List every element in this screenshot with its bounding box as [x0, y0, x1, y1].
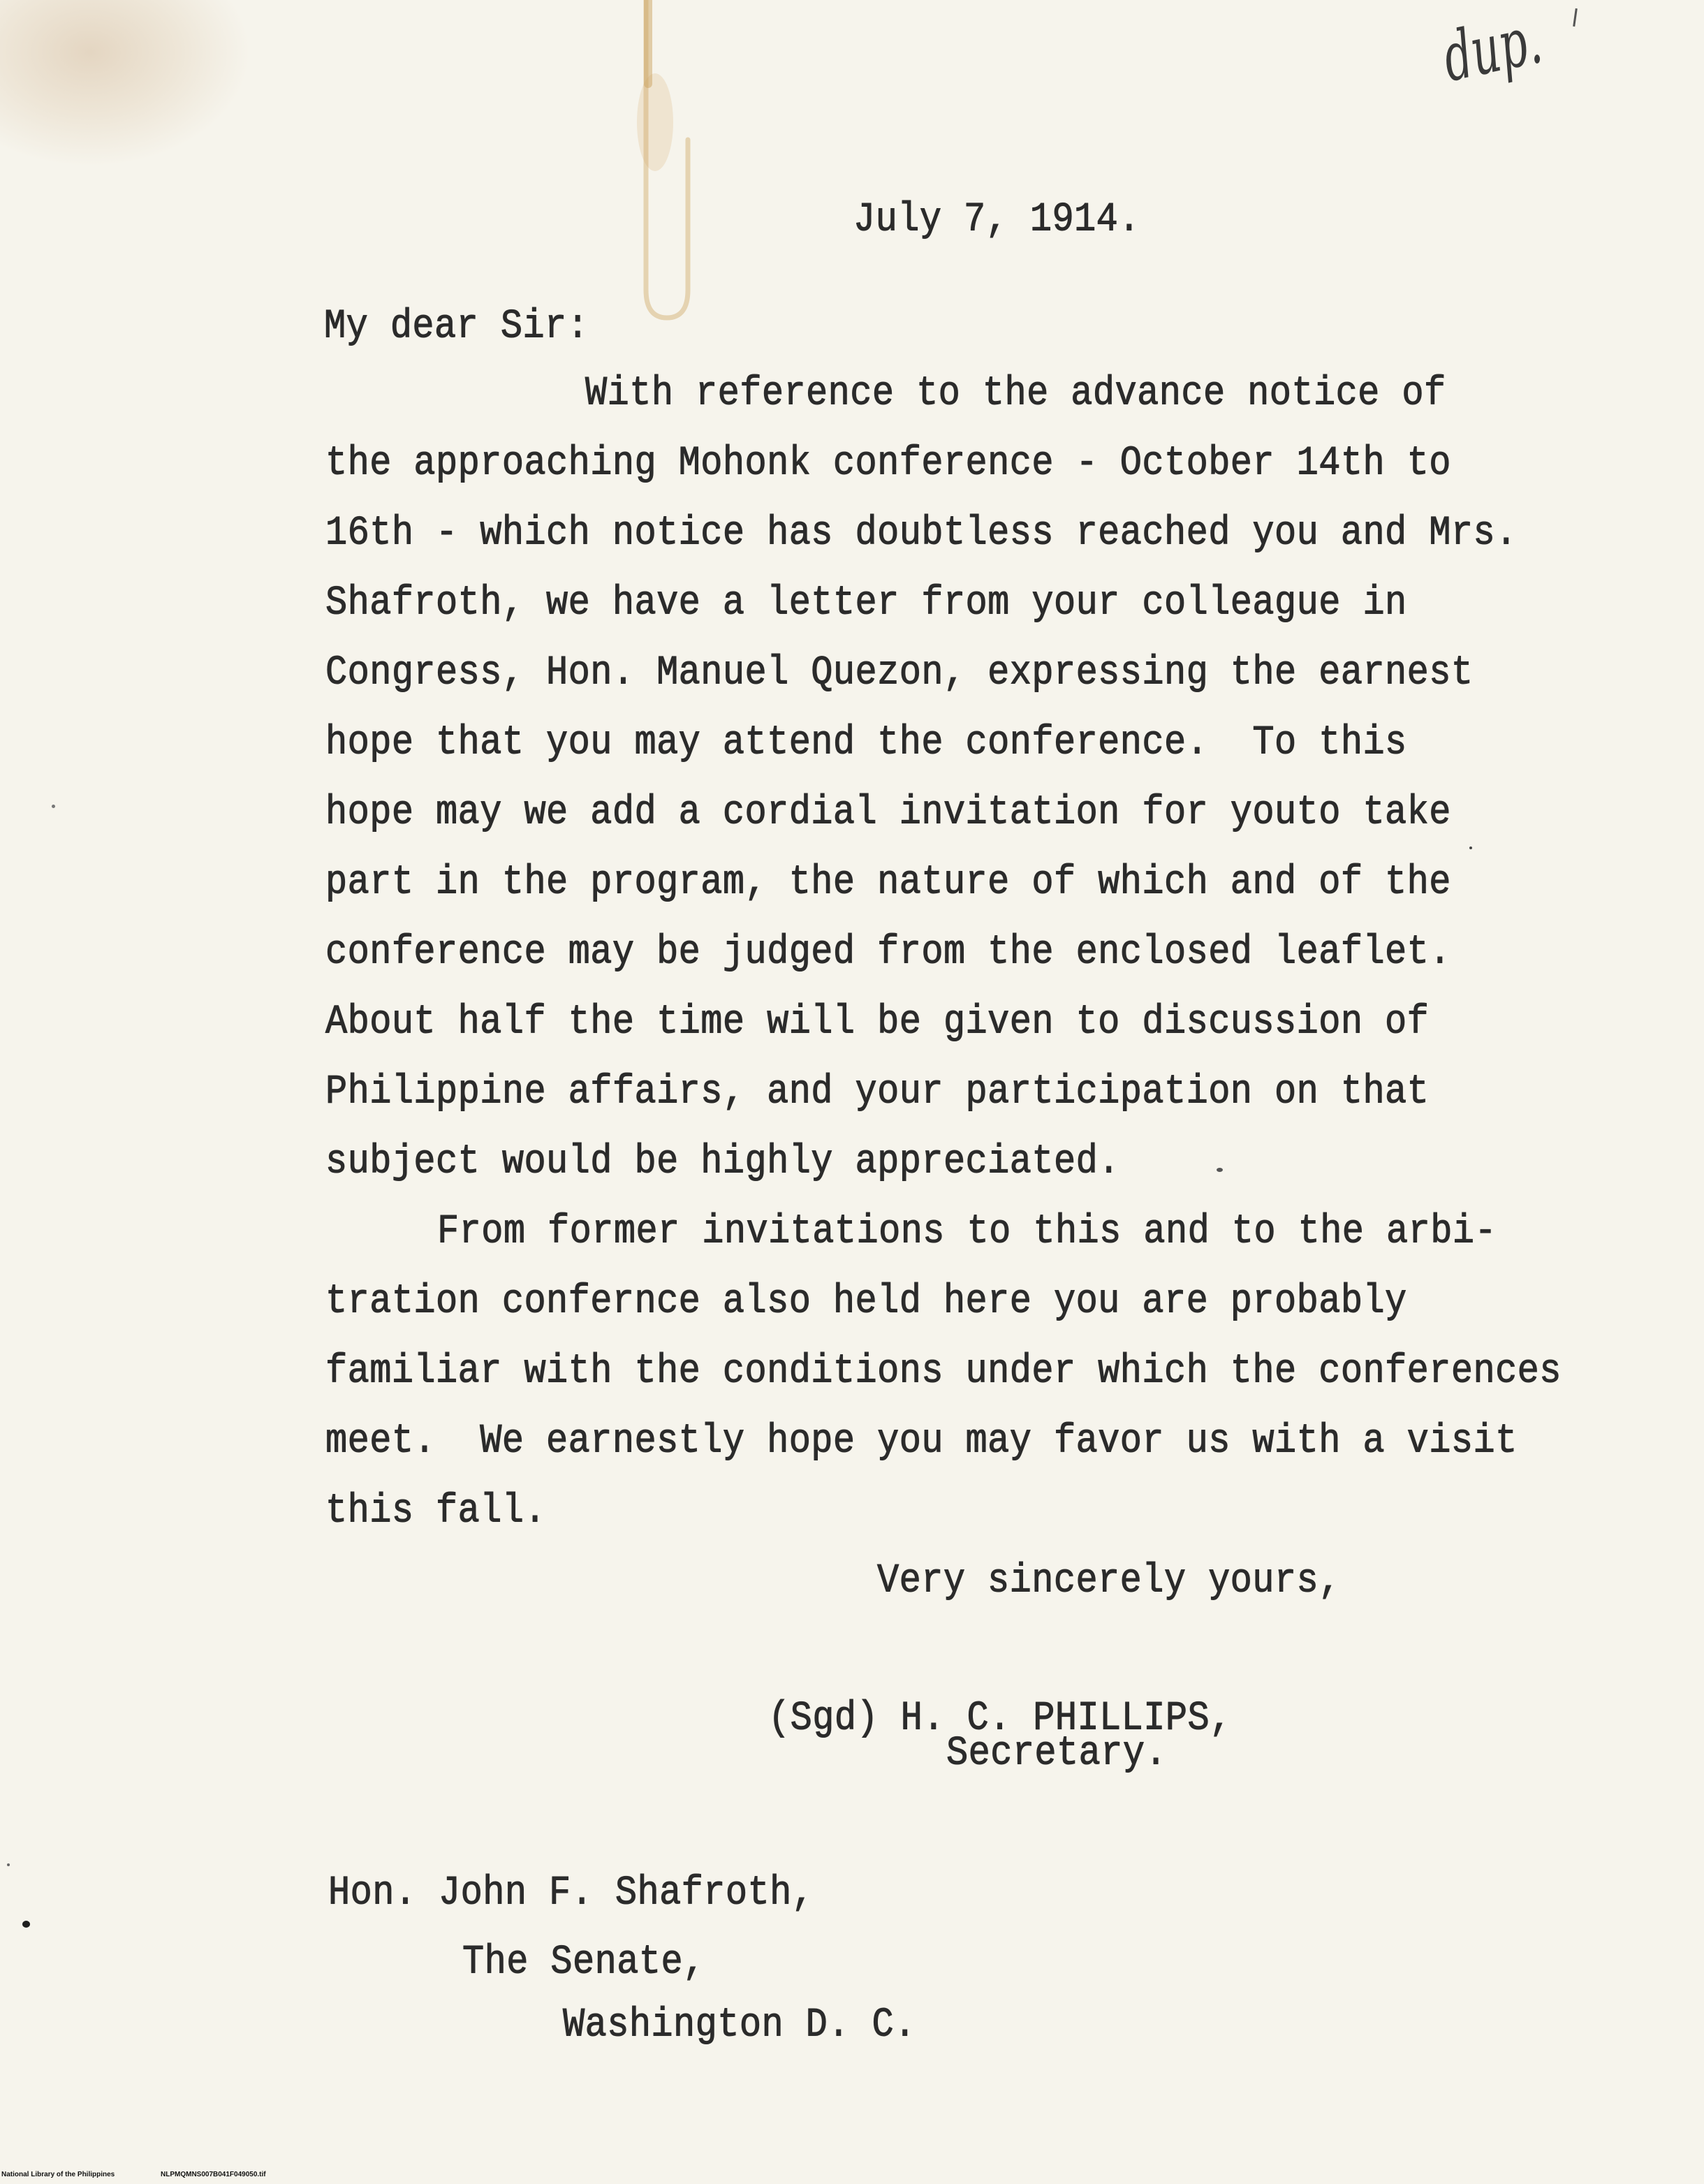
body-line: 16th - which notice has doubtless reached you and Mrs.: [325, 510, 1518, 557]
signature-title: Secretary.: [946, 1730, 1168, 1777]
paragraph-1: [325, 359, 1518, 1197]
body-line: tration confernce also held here you are probably: [325, 1278, 1407, 1325]
body-line: meet. We earnestly hope you may favor us with a visit: [325, 1418, 1518, 1465]
salutation: My dear Sir:: [324, 303, 589, 350]
speck: [52, 805, 55, 808]
signature-name: (Sgd) H. C. PHILLIPS,: [768, 1695, 1232, 1742]
recipient-line-3: Washington D. C.: [563, 2002, 916, 2049]
body-line: From former invitations to this and to the arbi-: [437, 1208, 1497, 1255]
body-line: About half the time will be given to discussion of: [325, 999, 1430, 1046]
body-line: Philippine affairs, and your participation on that: [325, 1069, 1430, 1115]
speck: [22, 1921, 30, 1928]
paragraph-2: [325, 1197, 1562, 1546]
recipient-line-2: The Senate,: [462, 1939, 705, 1986]
body-line: Congress, Hon. Manuel Quezon, expressing the earnest: [325, 650, 1474, 696]
body-line: hope may we add a cordial invitation for youto take: [325, 789, 1451, 836]
scan-mark: [1573, 8, 1578, 27]
body-line: the approaching Mohonk conference - October 14th to: [325, 440, 1451, 487]
body-line: familiar with the conditions under which the conferences: [325, 1348, 1562, 1395]
body-line: With reference to the advance notice of: [585, 370, 1446, 417]
date-line: July 7, 1914.: [853, 196, 1140, 243]
recipient-name: Hon. John F. Shafroth,: [328, 1870, 814, 1917]
body-line: hope that you may attend the conference. To this: [325, 719, 1407, 766]
body-line: Shafroth, we have a letter from your colleague in: [325, 580, 1407, 626]
paperclip-stain: [615, 0, 719, 335]
body-line: conference may be judged from the enclosed leaflet.: [325, 929, 1451, 976]
stain-top-left: [0, 0, 251, 168]
speck: [7, 1863, 10, 1866]
body-line: this fall.: [325, 1488, 547, 1534]
body-line: subject would be highly appreciated.: [325, 1138, 1120, 1185]
body-line: part in the program, the nature of which and of the: [325, 859, 1451, 906]
closing: Very sincerely yours,: [877, 1558, 1341, 1604]
handwritten-annotation: dup.: [1436, 0, 1548, 97]
footer-institution: National Library of the Philippines: [1, 2171, 115, 2178]
footer-file-id: NLPMQMNS007B041F049050.tif: [161, 2171, 266, 2178]
